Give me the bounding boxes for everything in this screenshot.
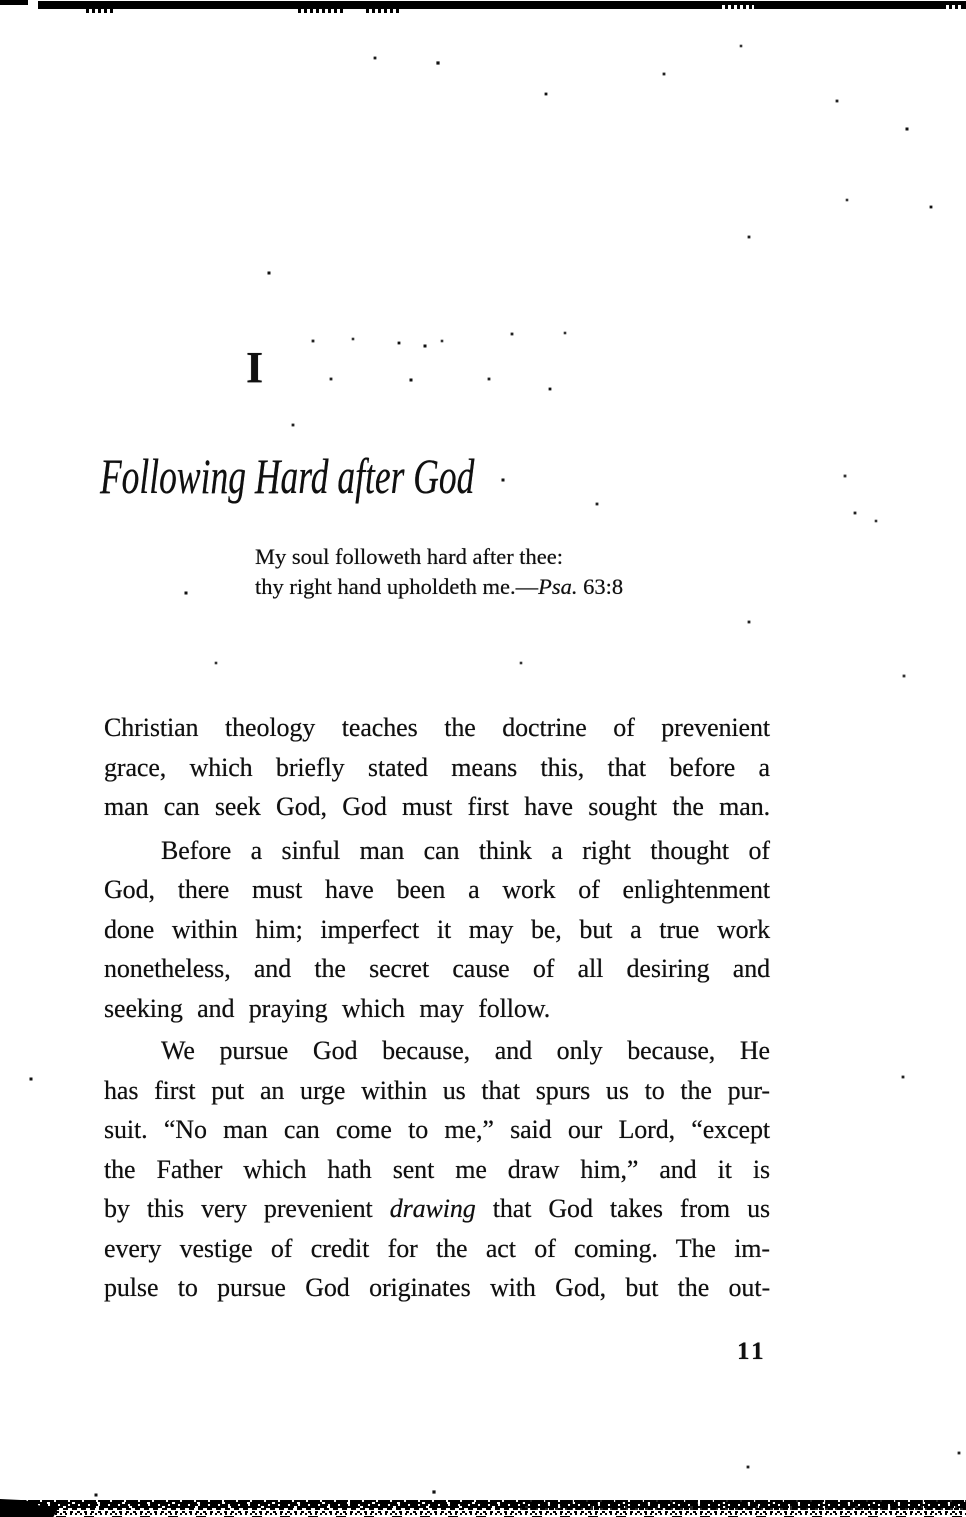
epigraph-reference: 63:8 — [577, 574, 624, 599]
text-line: grace, which briefly stated means this, that before a — [104, 752, 770, 782]
top-bar-segment — [0, 0, 28, 5]
text-line: the Father which hath sent me draw him,” and it is — [104, 1154, 770, 1184]
epigraph-line-1: My soul followeth hard after thee: — [255, 544, 564, 569]
scan-speckles — [0, 0, 2, 2]
text-line: suit. “No man can come to me,” said our Lord, “except — [104, 1115, 770, 1144]
chapter-number: I — [246, 343, 264, 392]
text-line: every vestige of credit for the act of coming. The im- — [104, 1233, 770, 1263]
body-text — [104, 708, 770, 1308]
epigraph-source: Psa. — [538, 574, 578, 599]
text-line: God, there must have been a work of enlightenment — [104, 875, 770, 904]
text-line: seeking and praying which may follow. — [104, 993, 551, 1023]
text-line: Before a sinful man can think a right thought of — [161, 835, 770, 865]
emphasized-word: drawing — [389, 1194, 476, 1223]
epigraph-line-2 — [255, 572, 623, 602]
bottom-band-dense-noise — [520, 1500, 966, 1510]
top-bar-notch — [946, 5, 962, 9]
text-line: done within him; imperfect it may be, but a true work — [104, 914, 770, 944]
top-bar-notch — [722, 5, 754, 9]
top-bar-main — [38, 1, 966, 9]
top-bar-tick — [86, 9, 116, 13]
text-line: nonetheless, and the secret cause of all desiring and — [104, 954, 770, 983]
text-line — [104, 1189, 770, 1229]
text-segment: that God takes from us — [475, 1194, 770, 1223]
text-line: Christian theology teaches the doctrine of prevenient — [104, 713, 770, 742]
top-bar-tick — [366, 9, 402, 13]
text-segment: by this very prevenient — [104, 1194, 390, 1223]
text-line: man can seek God, God must first have sought the man. — [104, 792, 770, 821]
paragraph — [104, 708, 770, 827]
text-line: pulse to pursue God originates with God, but the out- — [104, 1273, 770, 1302]
top-bar-tick — [298, 9, 344, 13]
paragraph — [104, 1031, 770, 1308]
page-number: 11 — [737, 1338, 767, 1365]
text-line: has first put an urge within us that spurs us to the pur- — [104, 1075, 770, 1105]
paragraph — [104, 831, 770, 1029]
epigraph — [255, 542, 623, 602]
text-line: We pursue God because, and only because, He — [161, 1036, 770, 1065]
chapter-title: Following Hard after God — [100, 448, 475, 504]
epigraph-line-2-text: thy right hand upholdeth me.— — [255, 574, 539, 599]
